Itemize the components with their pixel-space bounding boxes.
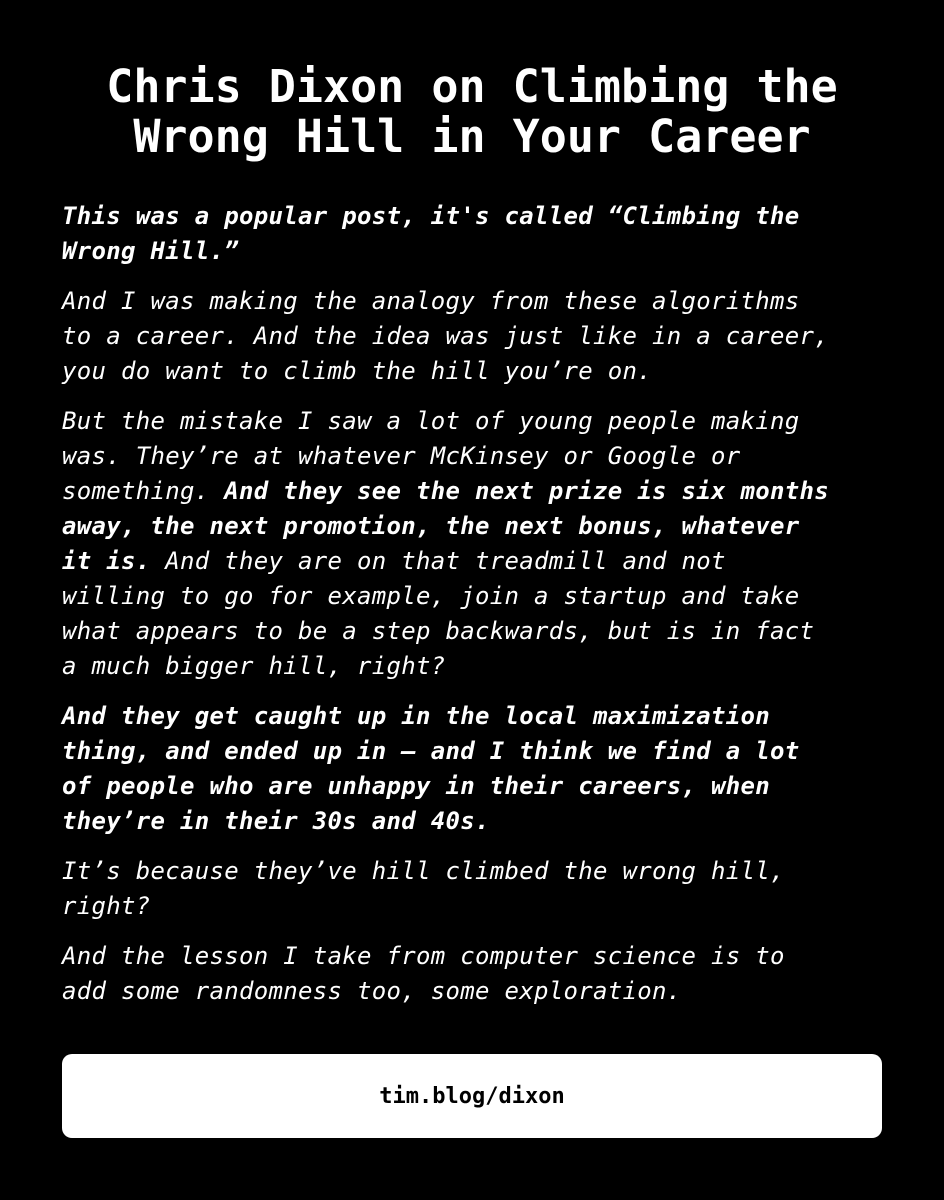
text-line: you do want to climb the hill you’re on. — [62, 357, 652, 385]
title-line: Wrong Hill in Your Career — [133, 110, 811, 163]
text-line: to a career. And the idea was just like in a career, — [62, 322, 829, 350]
text-line: Wrong Hill.” — [62, 237, 239, 265]
text-line: This was a popular post, it's called “Climbing the — [62, 202, 800, 230]
text-line: And the lesson I take from computer science is to — [62, 942, 785, 970]
text-line: of people who are unhappy in their careers, when — [62, 772, 770, 800]
page-title — [62, 62, 882, 162]
text-line: And they get caught up in the local maximization — [62, 702, 770, 730]
quote-paragraph-1 — [62, 199, 882, 269]
text-line: they’re in their 30s and 40s. — [62, 807, 490, 835]
source-link[interactable]: tim.blog/dixon — [379, 1083, 565, 1109]
quote-body — [62, 199, 882, 1009]
text-segment: something. — [62, 477, 210, 505]
source-link-box[interactable] — [62, 1054, 882, 1138]
text-line — [62, 544, 882, 579]
text-line — [62, 474, 882, 509]
text-line: thing, and ended up in – and I think we find a lot — [62, 737, 800, 765]
text-line: away, the next promotion, the next bonus, whatever — [62, 512, 800, 540]
text-line: a much bigger hill, right? — [62, 652, 446, 680]
text-line: right? — [62, 892, 151, 920]
quote-card — [62, 62, 882, 1024]
text-line: add some randomness too, some exploration. — [62, 977, 682, 1005]
title-line: Chris Dixon on Climbing the — [106, 60, 838, 113]
bold-text-segment: And they see the next prize is six months — [209, 477, 829, 505]
text-line: was. They’re at whatever McKinsey or Google or — [62, 442, 741, 470]
text-line: But the mistake I saw a lot of young people making — [62, 407, 800, 435]
text-line: what appears to be a step backwards, but is in fact — [62, 617, 815, 645]
text-line: It’s because they’ve hill climbed the wrong hill, — [62, 857, 785, 885]
quote-paragraph-6 — [62, 939, 882, 1009]
quote-paragraph-2 — [62, 284, 882, 389]
text-segment: And they are on that treadmill and not — [150, 547, 726, 575]
quote-paragraph-5 — [62, 854, 882, 924]
quote-paragraph-3 — [62, 404, 882, 684]
text-line: And I was making the analogy from these algorithms — [62, 287, 800, 315]
text-line: willing to go for example, join a startup and take — [62, 582, 800, 610]
quote-paragraph-4 — [62, 699, 882, 839]
bold-text-segment: it is. — [62, 547, 151, 575]
